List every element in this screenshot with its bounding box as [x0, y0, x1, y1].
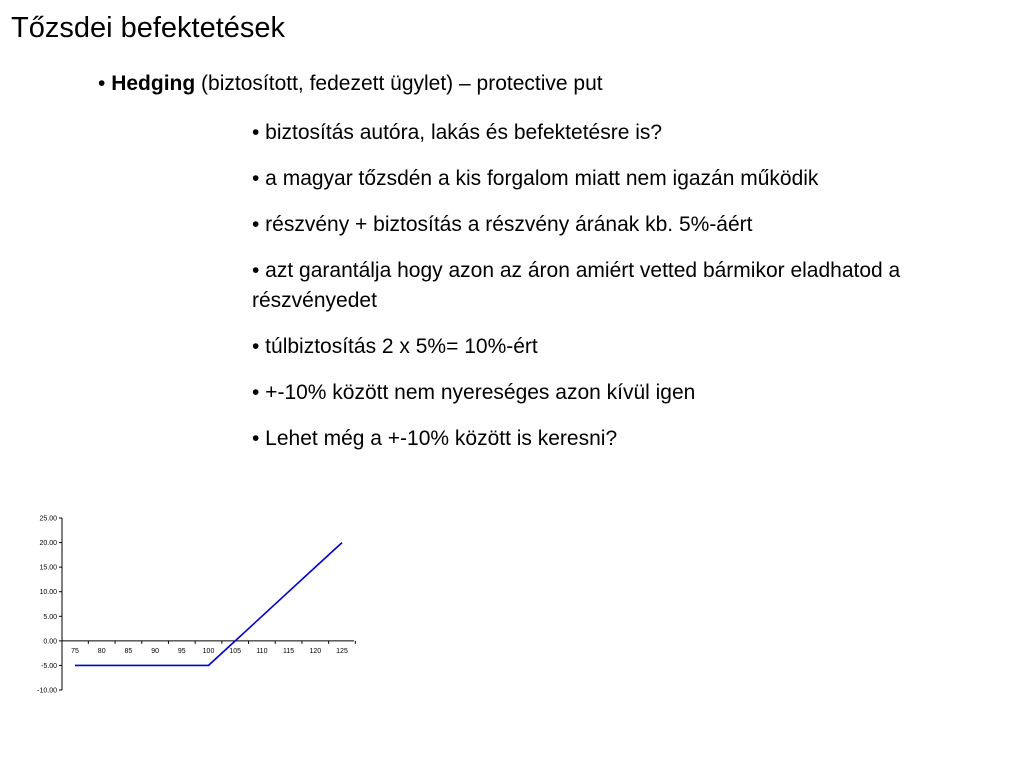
x-tick-label: 75 — [71, 647, 79, 655]
x-tick-label: 125 — [336, 647, 348, 655]
payoff-chart — [28, 510, 368, 700]
y-tick-label: 25.00 — [39, 515, 57, 523]
y-tick-label: 10.00 — [39, 589, 57, 597]
y-tick-label: -10.00 — [37, 687, 57, 695]
sub-bullet-question: • Lehet még a +-10% között is keresni? — [252, 427, 618, 450]
x-tick-label: 100 — [202, 647, 215, 655]
x-tick-label: 85 — [124, 647, 133, 655]
bullet-marker: • — [98, 72, 106, 95]
x-tick-label: 110 — [256, 647, 268, 655]
y-tick-label: 5.00 — [43, 613, 57, 621]
main-bullet-hedging — [98, 70, 603, 98]
sub-bullet-overinsurance: • túlbiztosítás 2 x 5%= 10%-ért — [252, 335, 538, 358]
y-tick-label: -5.00 — [41, 662, 57, 670]
sub-bullet-insurance: • biztosítás autóra, lakás és befektetésre is? — [252, 121, 663, 144]
y-tick-label: 20.00 — [39, 540, 57, 548]
sub-bullet-guarantee: • azt garantálja hogy azon az áron amiért vetted bármikor eladhatod a részvényedet — [252, 259, 901, 312]
y-tick-label: 0.00 — [43, 638, 57, 646]
slide-title: Tőzsdei befektetések — [11, 12, 286, 44]
sub-bullet-hungarian-market: • a magyar tőzsdén a kis forgalom miatt nem igazán működik — [252, 167, 819, 190]
sub-bullet-list — [252, 118, 952, 470]
hedging-description: (biztosított, fedezett ügylet) – protective put — [201, 72, 603, 95]
x-tick-label: 105 — [229, 647, 242, 655]
hedging-term: Hedging — [111, 72, 196, 95]
x-tick-label: 90 — [151, 647, 159, 655]
sub-bullet-not-profitable: • +-10% között nem nyereséges azon kívül igen — [252, 381, 696, 404]
x-tick-label: 115 — [283, 647, 295, 655]
x-tick-label: 95 — [177, 647, 186, 655]
x-tick-label: 120 — [309, 647, 322, 655]
x-tick-label: 80 — [97, 647, 106, 655]
y-tick-label: 15.00 — [39, 564, 57, 572]
sub-bullet-stock-plus-insurance: • részvény + biztosítás a részvény árának kb. 5%-áért — [252, 213, 753, 236]
